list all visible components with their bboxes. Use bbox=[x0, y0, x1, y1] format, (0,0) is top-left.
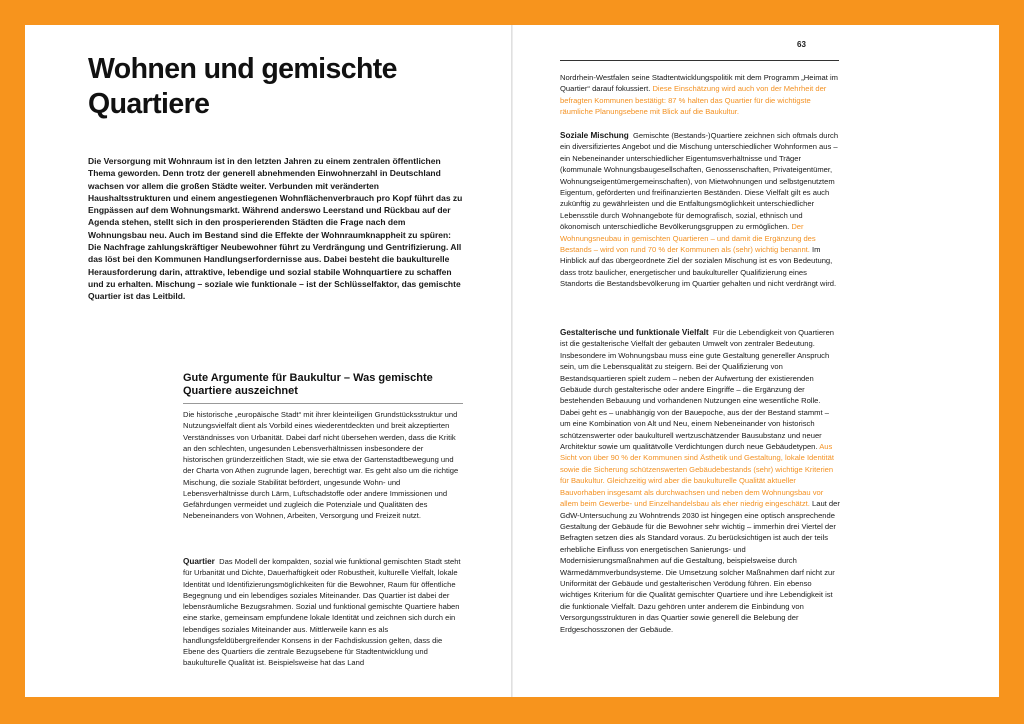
highlight-aesthetik: Aus Sicht von über 90 % der Kommunen sind Ästhetik und Gestaltung, lokale Identität sowie die Sicherung schützenswerten Gebäudebestands (sehr) wichtige Kriterien für Baukultur. Gleichzeitig wird aber die baukulturelle Qualität aktueller Bauvorhaben insgesamt als durchwachsen und neben dem Wohnungsbau vor allem beim Gewerbe- und Einzelhandelsbau als eher niedrig eingeschätzt. bbox=[560, 442, 834, 509]
box-divider bbox=[183, 403, 463, 404]
vielfalt-paragraph bbox=[560, 327, 841, 635]
continuation-text: Nordrhein-Westfalen seine Stadtentwicklungspolitik mit dem Programm „Heimat im Quartier“ darauf fokussiert. bbox=[560, 73, 838, 94]
right-page bbox=[513, 25, 999, 697]
soziale-mischung-text-1: Gemischte (Bestands-)Quartiere zeichnen sich oftmals durch ein diversifiziertes Angebot und die Mischung unterschiedlicher Wohnformen aus – ein Nebeneinander unterschiedlicher Eigentumsverhältnisse und Träger (kommunale Wohnungsbaugesellschaften, Genossenschaften, Privateigentümer, Wohnungseigentümergemeinschaften), von Mietwohnungen und selbstgenutztem Eigentum, geförderten und freifinanzierten Beständen. Diese Vielfalt gilt es auch zukünftig zu gewährleisten und die Entfaltungsmöglichkeit unterschiedlicher Lebensstile durch Wohnangebote für demografisch, sozial, ethnisch und ökonomisch unterschiedliche Bevölkerungsgruppen zu ermöglichen. bbox=[560, 131, 839, 232]
vielfalt-heading: Gestalterische und funktionale Vielfalt bbox=[560, 328, 709, 337]
page-title: Wohnen und gemischte Quartiere bbox=[88, 53, 397, 120]
highlight-quartier: Diese Einschätzung wird auch von der Mehrheit der befragten Kommunen bestätigt: 87 % halten das Quartier für die wichtigste räumliche Planungsebene mit Blick auf die Baukultur. bbox=[560, 84, 827, 117]
box-title: Gute Argumente für Baukultur – Was gemischte Quartiere auszeichnet bbox=[183, 372, 433, 397]
left-page bbox=[25, 25, 511, 697]
highlight-neubau: Der Wohnungsneubau in gemischten Quartieren – und damit die Ergänzung des Bestands – wird von rund 70 % der Kommunen als (sehr) wichtig benannt. bbox=[560, 222, 816, 255]
soziale-mischung-text-2: Im Hinblick auf das übergeordnete Ziel der sozialen Mischung ist es von Bedeutung, dass trotz baulicher, energetischer und baukultureller Qualifizierung eines Standorts die Bestandsbevölkerung im Quartier gehalten und nicht verdrängt wird. bbox=[560, 245, 837, 289]
soziale-mischung-heading: Soziale Mischung bbox=[560, 131, 629, 140]
quartier-heading: Quartier bbox=[183, 557, 215, 566]
box-paragraph-2 bbox=[183, 556, 465, 669]
vielfalt-text-1: Für die Lebendigkeit von Quartieren ist die gestalterische Vielfalt der gebauten Umwelt von zentraler Bedeutung. Insbesondere im Wohnungsbau muss eine gute Gestaltung genereller Anspruch sein, um die Lebensqualität zu steigern. Bei der Qualifizierung von Bestandsquartieren spielt zudem – neben der Aufwertung der existierenden Gebäude durch gestalterische oder andere Eingriffe – die Ergänzung der bestehenden Bebauung und vorhandenen Nutzungen eine wesentliche Rolle. Dabei geht es – unabhängig von der Bauepoche, aus der der Bestand stammt – um eine Kombination von Alt und Neu, einem Nebeneinander von historisch schützenswerter oder baukulturell wertzuschätzender Bausubstanz und neuer Architektur sowie um qualitätvolle Verdichtungen durch neue Gebäudetypen. bbox=[560, 328, 835, 452]
box-paragraph-1: Die historische „europäische Stadt“ mit ihrer kleinteiligen Grundstücksstruktur und Nutzungsvielfalt dient als Vorbild eines wiederentdeckten und breit akzeptierten Verständnisses von Urbanität. Dabei darf nicht übersehen werden, dass die Kritik an den schlechten, ungesunden Lebensverhältnissen insbesondere der historischen gründerzeitlichen Stadt, wie sie etwa der Gartenstadtbewegung und der Charta von Athen zugrunde lagen, berechtigt war. Es geht also um die richtige Mischung, die soziale Stabilität befördert, ungesunde Wohn- und Lebensverhältnisse durch Lärm, Luftschadstoffe oder andere Immissionen und Gefährdungen vermeidet und zugleich die Potenziale und Qualitäten des Nebeneinanders von Wohnen, Arbeiten, Versorgung und Freizeit nutzt. bbox=[183, 410, 459, 521]
intro-paragraph: Die Versorgung mit Wohnraum ist in den letzten Jahren zu einem zentralen öffentlichen Thema geworden. Denn trotz der generell abnehmenden Einwohnerzahl in Deutschland wachsen vor allem die großen Städte weiter. Verbunden mit veränderten Haushaltsstrukturen und einem angestiegenen Wohnflächenverbrauch pro Kopf führt das zu Engpässen auf dem Wohnungsmarkt. Während anderswo Leerstand und Rückbau auf der Agenda stehen, stellt sich in den prosperierenden Städten die Frage nach dem Wohnungsbau neu. Auch im Bestand sind die Effekte der Wohnraumknappheit zu spüren: Die Nachfrage zahlungskräftiger Neubewohner führt zu Verdrängung und Gentrifizierung. All das löst bei den Kommunen Handlungserfordernisse aus. Dabei besteht die baukulturelle Herausforderung darin, attraktive, lebendige und sozial stabile Wohnquartiere zu schaffen und zu erhalten. Mischung – soziale wie funktionale – ist der Schlüsselfaktor, das gemischte Quartier ist das Leitbild. bbox=[88, 156, 463, 302]
continuation-paragraph bbox=[560, 72, 841, 118]
header-rule bbox=[560, 60, 839, 61]
page-number: 63 bbox=[797, 40, 806, 49]
quartier-text: Das Modell der kompakten, sozial wie funktional gemischten Stadt steht für Urbanität und Dichte, Dauerhaftigkeit oder Robustheit, kulturelle Vielfalt, lokale Identität und Identifizierungsmöglichkeiten für die Bewohner, Raum für öffentliche Begegnung und ein lebendiges soziales Miteinander. Das Quartier ist dabei der lebensräumliche Bezugsrahmen. Sozial und funktional gemischte Quartiere haben eine starke, gemeinsam empfundene lokale Identität und zeichnen sich durch ein lebendiges soziales Miteinander aus. Mittlerweile kann es als handlungsfeldübergreifender Konsens in der Fachdiskussion gelten, dass die Ebene des Quartiers die zentrale Bezugsebene für Stadtentwicklung und baukulturelle Qualität ist. Beispielsweise hat das Land bbox=[183, 557, 461, 668]
soziale-mischung-paragraph bbox=[560, 130, 841, 290]
vielfalt-text-2: Laut der GdW-Untersuchung zu Wohntrends 2030 ist hingegen eine optisch ansprechende Gestaltung der Gebäude für die Bewohner sehr wichtig – immerhin drei Viertel der Befragten setzen dies als Standard voraus. Zu berücksichtigen ist auch der teils erhebliche Einfluss von energetischen Sanierungs- und Modernisierungsmaßnahmen auf die Gestaltung, beispielsweise durch Wärmedämmverbundsysteme. Die Umsetzung solcher Maßnahmen darf nicht zur Uniformität der Gebäude und gestalterischen Verödung führen. Ein ebenso wichtiges Kriterium für die Qualität gemischter Quartiere und ihre Lebendigkeit ist die funktionale Vielfalt. Dazu gehören unter anderem die Einbindung von Versorgungsstrukturen in das Quartier sowie generell die Belebung der Erdgeschosszonen der Gebäude. bbox=[560, 499, 840, 634]
